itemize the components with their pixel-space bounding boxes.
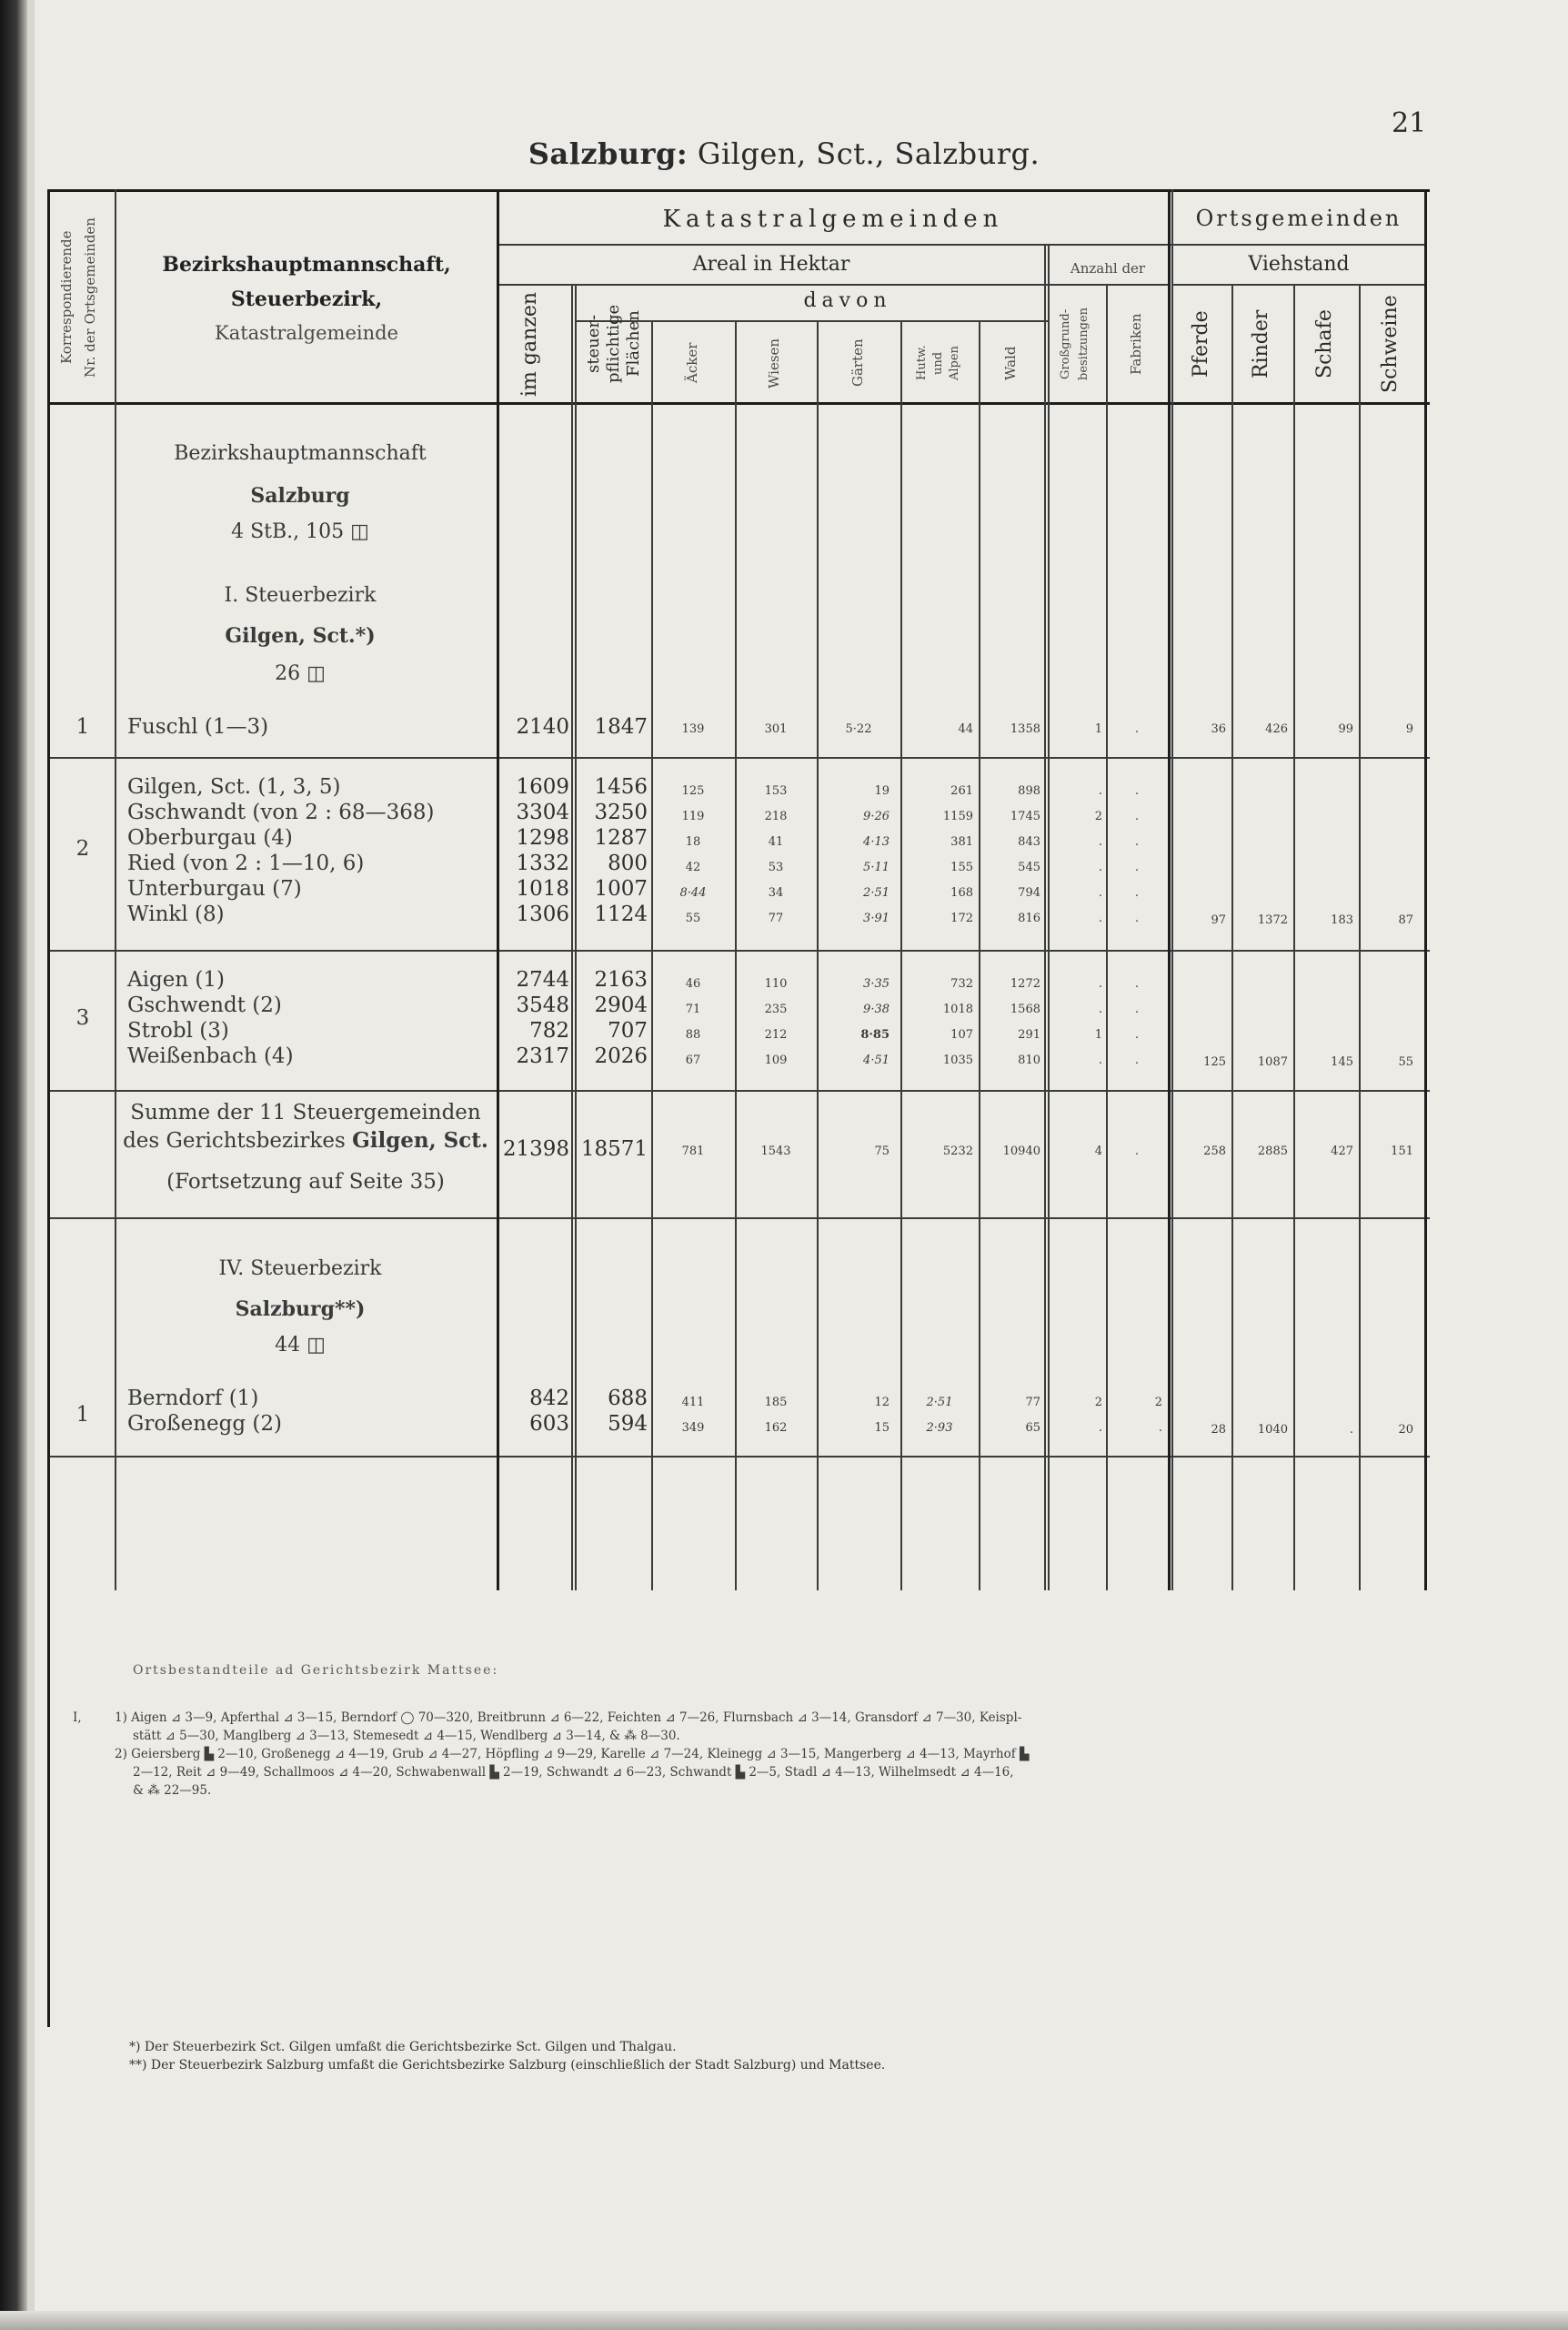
cell-fabriken: . xyxy=(1134,1054,1140,1067)
cell-wald: 1358 xyxy=(1010,722,1040,736)
cell-aecker: 411 xyxy=(681,1396,705,1409)
cell-im-ganzen: 842 xyxy=(529,1387,569,1410)
footnote-1-line-1: 1) Aigen ⊿ 3—9, Apferthal ⊿ 3—15, Berndorf ◯ 70—320, Breitbrunn ⊿ 6—22, Feichten ⊿ 7—26, Flurnsbach ⊿ 3—14, Gransdorf ⊿ 7—30, Keispl- xyxy=(115,1710,1022,1725)
cell-gaerten: 5·22 xyxy=(845,722,872,736)
cell-schafe: 183 xyxy=(1331,913,1353,927)
cell-grossgrund: 1 xyxy=(1094,1028,1102,1042)
cell-fabriken: . xyxy=(1158,1421,1162,1435)
cell-schweine: 55 xyxy=(1398,1055,1413,1069)
cell-grossgrund: . xyxy=(1098,912,1102,925)
header-gaerten: Gärten xyxy=(849,338,866,388)
header-steuer-1: steuer- xyxy=(584,314,603,374)
cell-grossgrund: 2 xyxy=(1094,810,1102,823)
cell-wald: 898 xyxy=(1018,784,1040,798)
cell-gaerten: 15 xyxy=(874,1421,890,1435)
cell-fabriken: . xyxy=(1134,861,1140,874)
cell-steuer: 2904 xyxy=(594,994,648,1017)
header-bezirk-2: Steuerbezirk, xyxy=(230,287,383,311)
footnote-2-line-1: 2) Geiersberg ▙ 2—10, Großenegg ⊿ 4—19, Grub ⊿ 4—27, Höpfling ⊿ 9—29, Karelle ⊿ 7—24, Kleinegg ⊿ 3—15, Mangerberg ⊿ 4—13, Mayrhof ▙ xyxy=(115,1747,1030,1761)
cell-grossgrund: . xyxy=(1098,1421,1102,1435)
header-viehstand: Viehstand xyxy=(1248,253,1350,276)
cell-aecker: 55 xyxy=(685,912,701,925)
cell-gaerten: 9·26 xyxy=(863,810,890,823)
cell-hutw: 261 xyxy=(950,784,973,798)
cell-steuer: 1847 xyxy=(594,715,648,739)
cell-schafe: 99 xyxy=(1338,722,1353,736)
cell-pferde: 258 xyxy=(1203,1145,1226,1158)
section-salzburg-4: Salzburg**) xyxy=(235,1297,366,1321)
list-item: Weißenbach (4) xyxy=(127,1044,294,1068)
header-schweine: Schweine xyxy=(1379,295,1402,393)
scan-page-margin xyxy=(27,0,35,2330)
summary-line-1: Summe der 11 Steuergemeinden xyxy=(130,1101,481,1125)
cell-im-ganzen: 603 xyxy=(529,1412,569,1436)
cell-fabriken: . xyxy=(1134,1003,1140,1016)
cell-wiesen: 235 xyxy=(764,1003,788,1016)
cell-steuer: 2026 xyxy=(594,1044,648,1068)
header-im-ganzen: im ganzen xyxy=(518,291,541,397)
header-wald: Wald xyxy=(1002,346,1019,380)
cell-im-ganzen: 1609 xyxy=(516,775,569,799)
cell-steuer: 594 xyxy=(608,1412,648,1436)
cell-gaerten: 5·11 xyxy=(863,861,890,874)
cell-im-ganzen: 2140 xyxy=(516,715,569,739)
cell-fabriken: . xyxy=(1134,784,1140,798)
cell-gaerten: 75 xyxy=(874,1145,890,1158)
cell-rinder: 1372 xyxy=(1257,913,1288,927)
footnote-mark: I, xyxy=(73,1710,82,1725)
cell-grossgrund: 2 xyxy=(1094,1396,1102,1409)
star-note-2: **) Der Steuerbezirk Salzburg umfaßt die Gerichtsbezirke Salzburg (einschließlich der Stadt Salzburg) und Mattsee. xyxy=(129,2058,886,2073)
cell-fabriken: . xyxy=(1134,1028,1140,1042)
cell-im-ganzen: 3304 xyxy=(516,801,569,824)
cell-steuer: 1456 xyxy=(594,775,648,799)
header-grossgrund-1: Großgrund- xyxy=(1059,308,1072,379)
header-nr-line1: Korrespondierende xyxy=(58,230,75,365)
cell-grossgrund: . xyxy=(1098,1003,1102,1016)
cell-schweine: 87 xyxy=(1398,913,1413,927)
cell-aecker: 46 xyxy=(685,977,701,991)
list-item: Ried (von 2 : 1—10, 6) xyxy=(127,852,365,875)
cell-hutw: 732 xyxy=(950,977,973,991)
section-gilgen-count: 26 ◫ xyxy=(275,662,326,685)
page-title xyxy=(0,136,1568,171)
cell-hutw: 44 xyxy=(958,722,973,736)
cell-wiesen: 212 xyxy=(764,1028,788,1042)
cell-steuer: 3250 xyxy=(594,801,648,824)
cell-im-ganzen: 1018 xyxy=(516,877,569,901)
list-item: Gschwandt (von 2 : 68—368) xyxy=(127,801,435,824)
scan-bottom-edge xyxy=(0,2311,1568,2330)
header-pferde: Pferde xyxy=(1190,310,1212,378)
cell-pferde: 97 xyxy=(1211,913,1226,927)
cell-im-ganzen: 2744 xyxy=(516,968,569,992)
cell-wald: 291 xyxy=(1018,1028,1040,1042)
cell-hutw: 1035 xyxy=(942,1054,973,1067)
cell-wiesen: 53 xyxy=(768,861,784,874)
header-fabriken: Fabriken xyxy=(1128,313,1144,375)
cell-gaerten: 3·35 xyxy=(863,977,890,991)
cell-steuer: 1007 xyxy=(594,877,648,901)
cell-wald: 1745 xyxy=(1010,810,1040,823)
cell-grossgrund: . xyxy=(1098,784,1102,798)
cell-wiesen: 218 xyxy=(764,810,788,823)
cell-wiesen: 77 xyxy=(768,912,784,925)
cell-rinder: 426 xyxy=(1265,722,1288,736)
section-salzburg: Salzburg xyxy=(250,484,350,508)
cell-rinder: 1040 xyxy=(1257,1423,1288,1437)
cell-gaerten: 3·91 xyxy=(863,912,890,925)
page-title-bold: Salzburg: xyxy=(528,136,689,171)
cell-wiesen: 109 xyxy=(764,1054,788,1067)
cell-grossgrund: . xyxy=(1098,977,1102,991)
cell-aecker: 67 xyxy=(685,1054,701,1067)
cell-im-ganzen: 21398 xyxy=(502,1137,569,1161)
header-hutw-1: Hutw. xyxy=(915,345,929,381)
header-nr-line2: Nr. der Ortsgemeinden xyxy=(82,217,98,378)
list-item: Großenegg (2) xyxy=(127,1412,282,1436)
scan-binding-edge xyxy=(0,0,27,2330)
cell-fabriken: . xyxy=(1134,977,1140,991)
cell-hutw: 381 xyxy=(950,835,973,849)
cell-grossgrund: 4 xyxy=(1094,1145,1102,1158)
page-number: 21 xyxy=(1392,107,1427,139)
cell-schafe: 145 xyxy=(1331,1055,1353,1069)
cell-rinder: 1087 xyxy=(1257,1055,1288,1069)
cell-aecker: 8·44 xyxy=(679,886,707,900)
cell-fabriken: . xyxy=(1134,912,1140,925)
cell-wald: 1568 xyxy=(1010,1003,1040,1016)
cell-wald: 65 xyxy=(1025,1421,1040,1435)
cell-steuer: 800 xyxy=(608,852,648,875)
summary-line-2 xyxy=(115,1128,497,1153)
list-item: Berndorf (1) xyxy=(127,1387,259,1410)
header-wiesen: Wiesen xyxy=(766,338,782,388)
cell-wald: 77 xyxy=(1025,1396,1040,1409)
cell-gaerten: 4·13 xyxy=(863,835,890,849)
cell-wald: 545 xyxy=(1018,861,1040,874)
list-item: Oberburgau (4) xyxy=(127,826,293,850)
cell-grossgrund: 1 xyxy=(1094,722,1102,736)
header-hutw-3: Alpen xyxy=(948,346,961,380)
header-steuer-2: pflichtige xyxy=(604,304,623,384)
header-bezirk-3: Katastralgemeinde xyxy=(215,322,398,344)
cell-wald: 843 xyxy=(1018,835,1040,849)
cell-wald: 10940 xyxy=(1002,1145,1040,1158)
cell-rinder: 2885 xyxy=(1257,1145,1288,1158)
cell-aecker: 88 xyxy=(685,1028,701,1042)
header-rinder: Rinder xyxy=(1250,309,1272,378)
cell-hutw: 172 xyxy=(950,912,973,925)
section-salzburg-count: 44 ◫ xyxy=(275,1334,326,1357)
cell-aecker: 139 xyxy=(681,722,705,736)
summary-continuation: (Fortsetzung auf Seite 35) xyxy=(166,1170,445,1194)
cell-wiesen: 110 xyxy=(764,977,788,991)
section-stb-count: 4 StB., 105 ◫ xyxy=(231,520,369,543)
row-number: 1 xyxy=(75,715,90,739)
section-steuerbezirk-4: IV. Steuerbezirk xyxy=(218,1257,382,1280)
cell-aecker: 42 xyxy=(685,861,701,874)
summary-line-2a: des Gerichtsbezirkes xyxy=(123,1129,353,1153)
cell-schweine: 9 xyxy=(1405,722,1413,736)
header-ortsgemeinden: Ortsgemeinden xyxy=(1195,206,1402,231)
cell-hutw: 5232 xyxy=(942,1145,973,1158)
cell-aecker: 781 xyxy=(681,1145,705,1158)
row-name: Fuschl (1—3) xyxy=(127,715,269,739)
cell-steuer: 688 xyxy=(608,1387,648,1410)
summary-line-2b: Gilgen, Sct. xyxy=(352,1128,488,1153)
header-anzahl: Anzahl der xyxy=(1070,260,1146,277)
cell-grossgrund: . xyxy=(1098,861,1102,874)
group-number: 3 xyxy=(75,1006,90,1030)
cell-steuer: 18571 xyxy=(580,1137,648,1161)
cell-gaerten: 19 xyxy=(874,784,890,798)
header-steuer-3: Flächen xyxy=(624,310,643,378)
cell-fabriken: . xyxy=(1134,886,1140,900)
cell-fabriken: . xyxy=(1134,1145,1140,1158)
cell-schafe: . xyxy=(1349,1423,1353,1437)
cell-hutw: 2·51 xyxy=(926,1396,953,1409)
list-item: Strobl (3) xyxy=(127,1019,229,1043)
star-note-1: *) Der Steuerbezirk Sct. Gilgen umfaßt die Gerichtsbezirke Sct. Gilgen und Thalgau. xyxy=(129,2040,677,2054)
page-title-rest: Gilgen, Sct., Salzburg. xyxy=(688,136,1040,171)
cell-wiesen: 185 xyxy=(764,1396,788,1409)
cell-fabriken: 2 xyxy=(1154,1396,1162,1409)
header-katastralgemeinden: Katastralgemeinden xyxy=(662,206,1004,233)
cell-wald: 816 xyxy=(1018,912,1040,925)
cell-aecker: 125 xyxy=(681,784,705,798)
cell-grossgrund: . xyxy=(1098,1054,1102,1067)
cell-im-ganzen: 2317 xyxy=(516,1044,569,1068)
cell-gaerten: 12 xyxy=(874,1396,890,1409)
cell-aecker: 18 xyxy=(685,835,701,849)
cell-wiesen: 34 xyxy=(768,886,784,900)
header-aecker: Äcker xyxy=(684,342,700,384)
footnote-1-line-2: stätt ⊿ 5—30, Manglberg ⊿ 3—13, Stemesedt ⊿ 4—15, Wendlberg ⊿ 3—14, & ⁂ 8—30. xyxy=(133,1729,680,1743)
cell-hutw: 107 xyxy=(950,1028,973,1042)
cell-wiesen: 1543 xyxy=(760,1145,791,1158)
cell-im-ganzen: 3548 xyxy=(516,994,569,1017)
header-areal: Areal in Hektar xyxy=(692,253,850,276)
ortsbestandteile-heading: Ortsbestandteile ad Gerichtsbezirk Mattsee: xyxy=(133,1663,499,1678)
header-grossgrund-2: besitzungen xyxy=(1077,307,1091,381)
cell-pferde: 28 xyxy=(1211,1423,1226,1437)
cell-wald: 1272 xyxy=(1010,977,1040,991)
section-bezirkshauptmannschaft: Bezirkshauptmannschaft xyxy=(174,442,427,465)
cell-steuer: 1287 xyxy=(594,826,648,850)
cell-im-ganzen: 1306 xyxy=(516,903,569,926)
cell-steuer: 2163 xyxy=(594,968,648,992)
footnote-2-line-3: & ⁂ 22—95. xyxy=(133,1783,212,1798)
list-item: Winkl (8) xyxy=(127,903,225,926)
cell-im-ganzen: 1298 xyxy=(516,826,569,850)
cell-hutw: 1018 xyxy=(942,1003,973,1016)
cell-hutw: 2·93 xyxy=(926,1421,953,1435)
list-item: Unterburgau (7) xyxy=(127,877,302,901)
list-item: Gschwendt (2) xyxy=(127,994,282,1017)
cell-hutw: 168 xyxy=(950,886,973,900)
cell-im-ganzen: 782 xyxy=(529,1019,569,1043)
cell-pferde: 125 xyxy=(1203,1055,1226,1069)
header-davon: davon xyxy=(803,289,892,312)
cell-schweine: 151 xyxy=(1391,1145,1413,1158)
list-item: Gilgen, Sct. (1, 3, 5) xyxy=(127,775,341,799)
cell-gaerten: 8·85 xyxy=(860,1028,890,1042)
header-schafe: Schafe xyxy=(1313,309,1336,378)
section-steuerbezirk-1: I. Steuerbezirk xyxy=(224,584,377,607)
cell-grossgrund: . xyxy=(1098,835,1102,849)
cell-gaerten: 2·51 xyxy=(863,886,890,900)
cell-gaerten: 4·51 xyxy=(863,1054,890,1067)
cell-aecker: 71 xyxy=(685,1003,701,1016)
header-hutw-2: und xyxy=(931,351,945,375)
cell-fabriken: . xyxy=(1134,722,1140,736)
cell-fabriken: . xyxy=(1134,810,1140,823)
cell-wiesen: 41 xyxy=(768,835,784,849)
cell-hutw: 155 xyxy=(950,861,973,874)
cell-steuer: 707 xyxy=(608,1019,648,1043)
cell-hutw: 1159 xyxy=(942,810,973,823)
cell-aecker: 119 xyxy=(681,810,705,823)
cell-wald: 794 xyxy=(1018,886,1040,900)
cell-fabriken: . xyxy=(1134,835,1140,849)
cell-steuer: 1124 xyxy=(594,903,648,926)
footnote-2-line-2: 2—12, Reit ⊿ 9—49, Schallmoos ⊿ 4—20, Schwabenwall ▙ 2—19, Schwandt ⊿ 6—23, Schwandt ▙ 2—5, Stadl ⊿ 4—13, Wilhelmsedt ⊿ 4—16, xyxy=(133,1765,1014,1780)
cell-wiesen: 153 xyxy=(764,784,788,798)
cell-schweine: 20 xyxy=(1398,1423,1413,1437)
cell-schafe: 427 xyxy=(1331,1145,1353,1158)
cell-grossgrund: . xyxy=(1098,886,1102,900)
cell-wiesen: 162 xyxy=(764,1421,788,1435)
group-number: 2 xyxy=(75,837,90,861)
cell-wald: 810 xyxy=(1018,1054,1040,1067)
group-number: 1 xyxy=(75,1403,90,1427)
header-bezirk-1: Bezirkshauptmannschaft, xyxy=(162,253,451,277)
cell-pferde: 36 xyxy=(1211,722,1226,736)
cell-gaerten: 9·38 xyxy=(863,1003,890,1016)
cell-im-ganzen: 1332 xyxy=(516,852,569,875)
list-item: Aigen (1) xyxy=(127,968,226,992)
cell-wiesen: 301 xyxy=(764,722,788,736)
cell-aecker: 349 xyxy=(681,1421,705,1435)
section-gilgen: Gilgen, Sct.*) xyxy=(225,624,376,648)
